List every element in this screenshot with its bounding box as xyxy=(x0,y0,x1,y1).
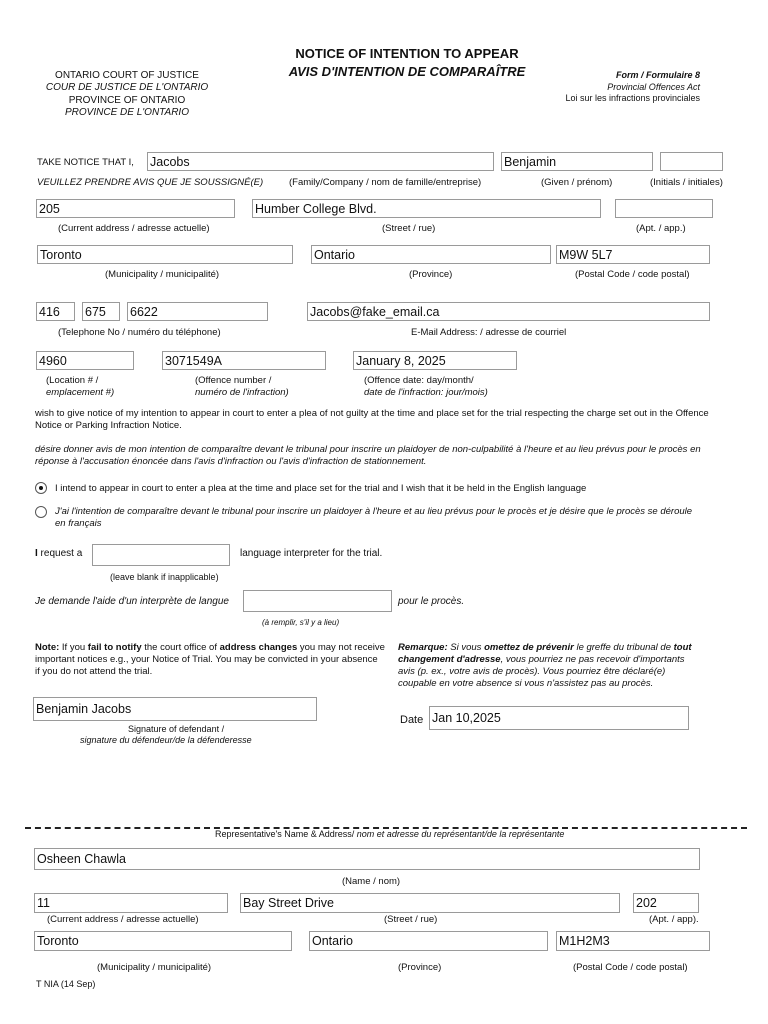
rep-name-field[interactable]: Osheen Chawla xyxy=(34,848,700,870)
given-name-field[interactable]: Benjamin xyxy=(501,152,653,171)
initials-field[interactable] xyxy=(660,152,723,171)
signature-date-field[interactable]: Jan 10,2025 xyxy=(429,706,689,730)
rep-municipality-label: (Municipality / municipalité) xyxy=(97,962,212,973)
address-number-label: (Current address / adresse actuelle) xyxy=(58,223,210,234)
wish-paragraph-fr: désire donner avis de mon intention de comparaître devant le tribunal pour inscrire un plaidoyer de non-culpabilité à l'heure et au lieu prévus pour le procès en réponse à l'accusation énoncée dans l'avis d'infraction ou l'avis d'infraction de stationnement. xyxy=(35,444,701,467)
note-fr xyxy=(398,642,698,690)
apt-field[interactable] xyxy=(615,199,713,218)
location-label: (Location # / xyxy=(46,375,99,386)
rep-province-field[interactable]: Ontario xyxy=(309,931,548,951)
offence-date-label: (Offence date: day/month/ xyxy=(364,375,474,386)
note-en-text-2: the court office of xyxy=(141,642,220,653)
street-field[interactable]: Humber College Blvd. xyxy=(252,199,601,218)
english-radio[interactable] xyxy=(35,482,47,494)
court-name-fr: COUR DE JUSTICE DE L'ONTARIO xyxy=(45,82,209,93)
form-code: T NIA (14 Sep) xyxy=(36,979,96,989)
act-name-en: Provincial Offences Act xyxy=(607,82,700,92)
initials-label: (Initials / initiales) xyxy=(650,177,723,188)
rep-postal-code-label: (Postal Code / code postal) xyxy=(573,962,688,973)
municipality-label: (Municipality / municipalité) xyxy=(105,269,220,280)
rep-street-label: (Street / rue) xyxy=(384,914,438,925)
street-label: (Street / rue) xyxy=(382,223,436,234)
municipality-field[interactable]: Toronto xyxy=(37,245,293,264)
postal-code-field[interactable]: M9W 5L7 xyxy=(556,245,710,264)
signature-label-fr: signature du défendeur/de la défenderesse xyxy=(80,735,252,745)
note-fr-text-1: Si vous xyxy=(447,642,485,653)
offence-number-field[interactable]: 3071549A xyxy=(162,351,326,370)
location-field[interactable]: 4960 xyxy=(36,351,134,370)
leave-blank-hint: (leave blank if inapplicable) xyxy=(110,572,219,582)
take-notice-label: TAKE NOTICE THAT I, xyxy=(37,157,134,168)
rep-apt-field[interactable]: 202 xyxy=(633,893,699,913)
form-title-fr: AVIS D'INTENTION DE COMPARAÎTRE xyxy=(288,64,526,79)
note-fr-omettez: omettez de prévenir xyxy=(484,642,574,653)
postal-code-label: (Postal Code / code postal) xyxy=(575,269,690,280)
rep-province-label: (Province) xyxy=(398,962,442,973)
offence-number-label-fr: numéro de l'infraction) xyxy=(195,387,289,398)
note-en-heading: Note: xyxy=(35,642,60,653)
province-field[interactable]: Ontario xyxy=(311,245,551,264)
given-name-label: (Given / prénom) xyxy=(541,177,613,188)
french-option-text: J'ai l'intention de comparaître devant le tribunal pour inscrire un plaidoyer à l'heure et au lieu prévus pour le procès et je désire que le procès se déroule en français xyxy=(55,506,693,529)
signature-label: Signature of defendant / xyxy=(128,724,225,734)
representative-header-en: Representative's Name & Address/ xyxy=(215,829,357,839)
family-name-label: (Family/Company / nom de famille/entreprise) xyxy=(289,177,482,188)
interpreter-language-field-fr[interactable] xyxy=(243,590,392,612)
fill-if-applicable-hint: (à remplir, s'il y a lieu) xyxy=(262,618,340,627)
note-en-text-1: If you xyxy=(59,642,88,653)
rep-municipality-field[interactable]: Toronto xyxy=(34,931,292,951)
form-title-en: NOTICE OF INTENTION TO APPEAR xyxy=(295,46,519,61)
interpreter-request-label xyxy=(35,548,82,559)
province-en: PROVINCE OF ONTARIO xyxy=(68,95,186,106)
note-fr-text-2: le greffe du tribunal de xyxy=(573,642,674,653)
location-label-fr: emplacement #) xyxy=(46,387,115,398)
rep-address-number-field[interactable]: 11 xyxy=(34,893,228,913)
radio-selected-dot xyxy=(39,486,43,490)
note-fr-text-3: , vous pourriez ne pas recevoir d'importants avis (p. ex., votre avis de procès). Vous pourriez être déclaré(e) coupable en votre absence si vous n'assistez pas au procès. xyxy=(398,654,685,689)
signature-field[interactable]: Benjamin Jacobs xyxy=(33,697,317,721)
take-notice-label-fr: VEUILLEZ PRENDRE AVIS QUE JE SOUSSIGNÉ(E) xyxy=(37,177,264,188)
offence-date-field[interactable]: January 8, 2025 xyxy=(353,351,517,370)
province-fr: PROVINCE DE L'ONTARIO xyxy=(65,107,189,118)
french-radio[interactable] xyxy=(35,506,47,518)
email-field[interactable]: Jacobs@fake_email.ca xyxy=(307,302,710,321)
note-fr-changement: tout changement d'adresse xyxy=(398,642,692,665)
phone-line-field[interactable]: 6622 xyxy=(127,302,268,321)
email-label: E-Mail Address: / adresse de courriel xyxy=(411,327,567,338)
rep-apt-label: (Apt. / app). xyxy=(649,914,699,925)
interpreter-request-rest: request a xyxy=(37,548,83,559)
note-fr-heading: Remarque: xyxy=(398,642,448,653)
date-label: Date xyxy=(400,714,424,726)
interpreter-request-after: language interpreter for the trial. xyxy=(240,548,383,559)
apt-label: (Apt. / app.) xyxy=(636,223,686,234)
interpreter-request-fr-after: pour le procès. xyxy=(398,596,465,607)
province-label: (Province) xyxy=(409,269,453,280)
rep-address-number-label: (Current address / adresse actuelle) xyxy=(47,914,199,925)
offence-date-label-fr: date de l'infraction: jour/mois) xyxy=(364,387,488,398)
rep-postal-code-field[interactable]: M1H2M3 xyxy=(556,931,710,951)
note-en-address-changes: address changes xyxy=(219,642,298,653)
court-name-en: ONTARIO COURT OF JUSTICE xyxy=(55,70,199,81)
interpreter-request-i: I xyxy=(35,548,38,559)
address-number-field[interactable]: 205 xyxy=(36,199,235,218)
rep-name-label: (Name / nom) xyxy=(342,876,401,887)
family-name-field[interactable]: Jacobs xyxy=(147,152,494,171)
rep-street-field[interactable]: Bay Street Drive xyxy=(240,893,620,913)
representative-header xyxy=(215,829,564,839)
offence-number-label: (Offence number / xyxy=(195,375,272,386)
note-en-text-3: you may not receive important notices e.g., your Notice of Trial. You may be convicted in your absence if you do not attend the trial. xyxy=(35,642,385,677)
english-option-text: I intend to appear in court to enter a plea at the time and place set for the trial and I wish that it be held in the English language xyxy=(55,483,587,494)
note-en xyxy=(35,642,385,678)
interpreter-request-fr: Je demande l'aide d'un interprète de langue xyxy=(35,596,229,607)
form-number: Form / Formulaire 8 xyxy=(615,70,700,80)
interpreter-language-field[interactable] xyxy=(92,544,230,566)
note-en-fail-to-notify: fail to notify xyxy=(87,642,142,653)
act-name-fr: Loi sur les infractions provinciales xyxy=(565,93,700,103)
phone-label: (Telephone No / numéro du téléphone) xyxy=(58,327,221,338)
representative-header-fr: nom et adresse du représentant/de la représentante xyxy=(356,829,565,839)
wish-paragraph-en: wish to give notice of my intention to appear in court to enter a plea of not guilty at the time and place set for the trial respecting the charge set out in the Offence Notice or Parking Infraction Notice. xyxy=(35,408,709,431)
phone-exchange-field[interactable]: 675 xyxy=(82,302,120,321)
phone-area-code-field[interactable]: 416 xyxy=(36,302,75,321)
